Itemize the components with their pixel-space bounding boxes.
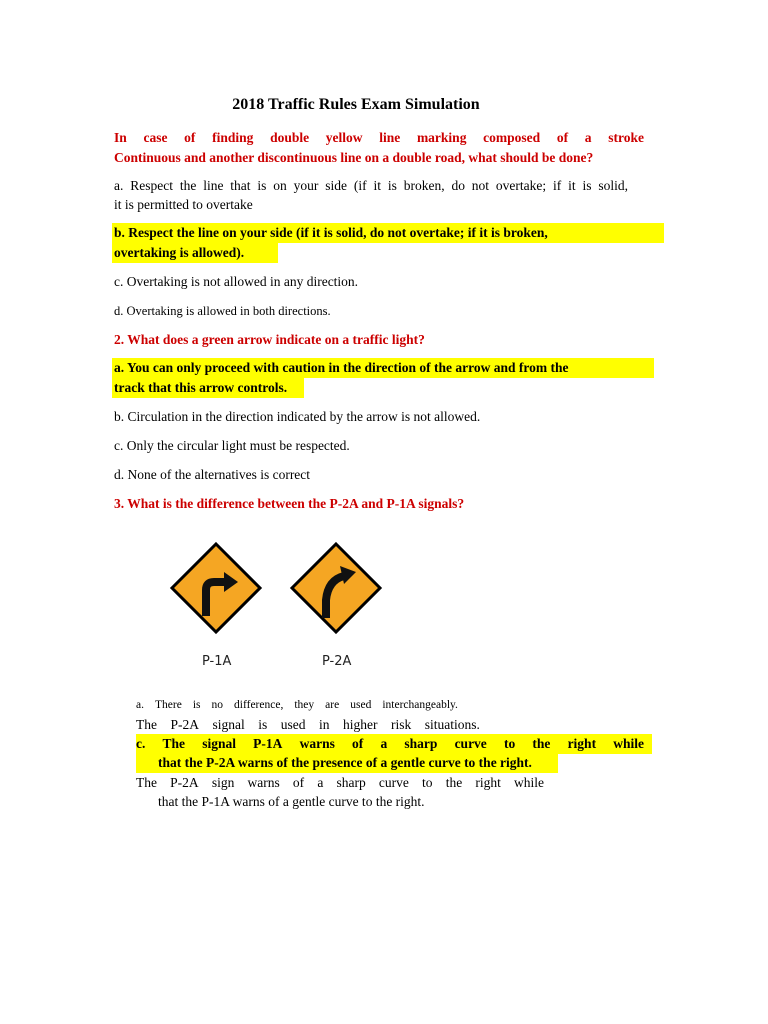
q1-option-c: c. Overtaking is not allowed in any direction. (114, 274, 359, 289)
question-1-line-2: Continuous and another discontinuous line on a double road, what should be done? (114, 150, 594, 165)
q3-option-a-word: difference, (234, 699, 284, 711)
road-signs-figure (164, 538, 410, 678)
q3-option-d-word: P-2A (170, 775, 199, 790)
q3-option-d-word: the (445, 775, 463, 790)
q3-option-a-word: a. (136, 699, 144, 711)
q3-option-c-word: sharp (404, 736, 438, 751)
q3-option-a-word: interchangeably. (382, 699, 458, 711)
q3-option-c-word: warns (299, 736, 335, 751)
q3-option-b-word: used (280, 717, 306, 732)
q1-option-d: d. Overtaking is allowed in both directions. (114, 304, 331, 318)
road-signs-image (164, 538, 410, 678)
q3-option-c-word: a (380, 736, 388, 751)
q3-option-d-word: to (422, 775, 433, 790)
q3-option-c-word: right (567, 736, 597, 751)
q3-option-c-word: c. (136, 736, 146, 751)
sign-1-label: P-1A (202, 654, 232, 669)
q2-option-d: d. None of the alternatives is correct (114, 467, 311, 482)
q3-option-a-word: they (294, 699, 315, 711)
page-title: 2018 Traffic Rules Exam Simulation (232, 96, 480, 113)
right-curve-sign-icon (292, 544, 380, 632)
q3-option-a-word: are (325, 699, 340, 711)
q3-option-d-word: while (514, 775, 544, 790)
q3-option-a-word: no (211, 699, 224, 711)
q3-option-d-word: of (292, 775, 305, 790)
question-2: 2. What does a green arrow indicate on a traffic light? (114, 332, 425, 347)
q3-option-b-word: is (258, 717, 268, 732)
sharp-right-turn-sign-icon (172, 544, 260, 632)
q3-option-c-word: P-1A (253, 736, 283, 751)
q2-option-c: c. Only the circular light must be respected. (114, 438, 350, 453)
sign-2-label: P-2A (322, 654, 352, 669)
q3-option-c-word: of (352, 736, 364, 751)
q3-option-c-line-2: that the P-2A warns of the presence of a gentle curve to the right. (136, 753, 558, 773)
q3-option-d-word: The (136, 775, 157, 790)
q3-option-c-word: The (162, 736, 186, 751)
q3-option-a-word: There (155, 699, 182, 711)
q1-option-b-line-1: b. Respect the line on your side (if it is solid, do not overtake; if it is broken, (112, 223, 664, 243)
q3-option-c-word: signal (202, 736, 236, 751)
q2-option-a-line-1: a. You can only proceed with caution in the direction of the arrow and from the (112, 358, 654, 378)
q3-option-b-word: risk (391, 717, 412, 732)
q3-option-d-line-2: that the P-1A warns of a gentle curve to the right. (158, 794, 425, 809)
q3-option-b-word: The (136, 717, 157, 732)
question-3: 3. What is the difference between the P-2A and P-1A signals? (114, 496, 465, 511)
q3-option-a (136, 695, 458, 715)
q2-option-a-line-2: track that this arrow controls. (112, 378, 304, 398)
q3-option-c-word: the (532, 736, 551, 751)
q3-option-a-word: used (350, 699, 372, 711)
q3-option-b-word: signal (212, 717, 245, 732)
question-1-line-1: In case of finding double yellow line marking composed of a stroke (114, 130, 644, 145)
q3-option-b-word: P-2A (170, 717, 200, 732)
q3-option-b-word: in (319, 717, 330, 732)
q3-option-d-word: sign (211, 775, 235, 790)
q3-option-b-word: higher (343, 717, 378, 732)
q3-option-b-word: situations. (424, 717, 480, 732)
q3-option-c-word: while (613, 736, 644, 751)
q3-option-d-word: sharp (336, 775, 366, 790)
q3-option-b (136, 715, 480, 735)
q1-option-a-line-2: it is permitted to overtake (114, 197, 253, 212)
q3-option-c-line-1 (136, 734, 652, 754)
q1-option-a-line-1: a. Respect the line that is on your side (if it is broken, do not overtake; if it is solid, (114, 178, 628, 193)
q3-option-c-word: to (503, 736, 516, 751)
q3-option-d-word: right (475, 775, 501, 790)
q3-option-d-word: warns (247, 775, 280, 790)
q3-option-d-word: curve (378, 775, 409, 790)
q3-option-a-word: is (192, 699, 201, 711)
q3-option-d-line-1 (136, 773, 544, 793)
q3-option-c-word: curve (454, 736, 487, 751)
q1-option-b-line-2: overtaking is allowed). (112, 243, 278, 263)
q2-option-b: b. Circulation in the direction indicated by the arrow is not allowed. (114, 409, 481, 424)
q3-option-d-word: a (317, 775, 324, 790)
